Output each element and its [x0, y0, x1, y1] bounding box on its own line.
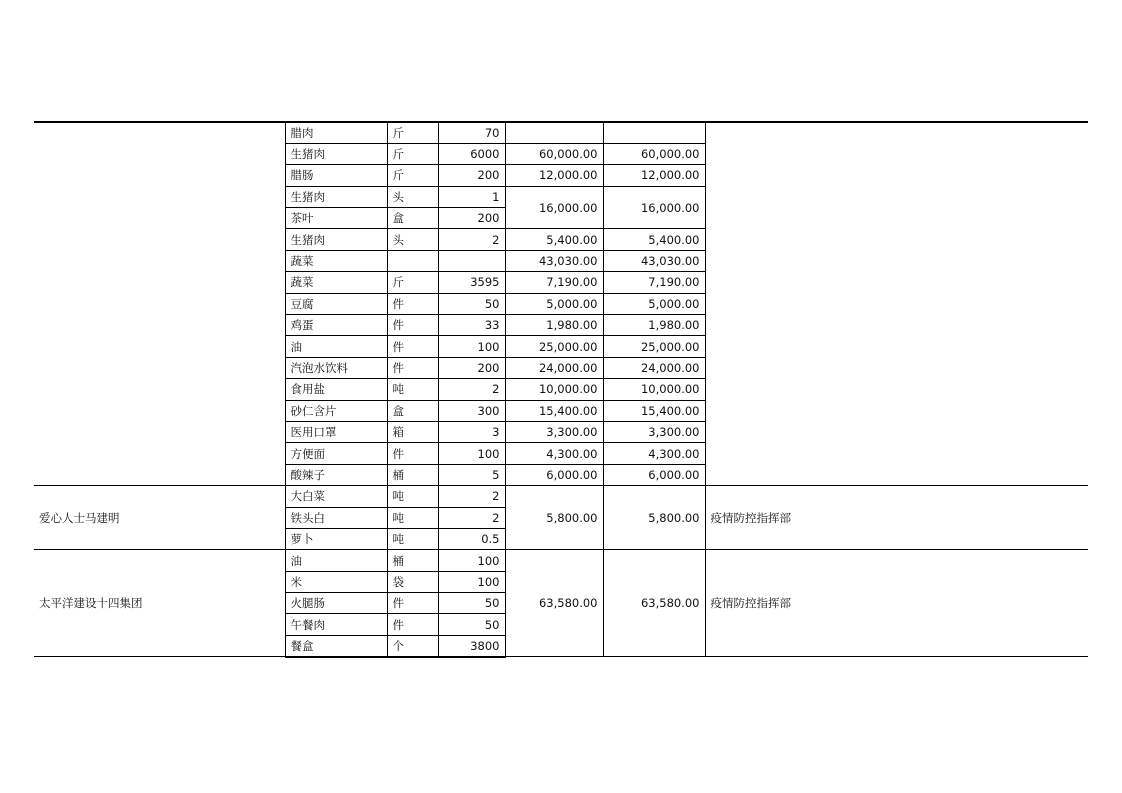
item-name-cell: 蔬菜 [285, 272, 387, 293]
quantity-cell: 5 [438, 464, 505, 485]
item-name-cell: 方便面 [285, 443, 387, 464]
item-name-cell: 食用盐 [285, 379, 387, 400]
spent-amount-cell: 63,580.00 [603, 550, 705, 657]
quantity-cell: 3595 [438, 272, 505, 293]
unit-cell: 袋 [387, 571, 438, 592]
item-name-cell: 餐盒 [285, 635, 387, 656]
unit-cell: 件 [387, 357, 438, 378]
unit-cell: 吨 [387, 528, 438, 549]
item-name-cell: 生猪肉 [285, 229, 387, 250]
spent-amount-cell: 6,000.00 [603, 464, 705, 485]
unit-cell: 件 [387, 614, 438, 635]
quantity-cell: 3800 [438, 635, 505, 656]
item-name-cell: 酸辣子 [285, 464, 387, 485]
quantity-cell: 33 [438, 315, 505, 336]
amount-cell: 25,000.00 [505, 336, 603, 357]
item-name-cell: 生猪肉 [285, 143, 387, 164]
amount-cell: 5,400.00 [505, 229, 603, 250]
spent-amount-cell: 1,980.00 [603, 315, 705, 336]
item-name-cell: 油 [285, 336, 387, 357]
spent-amount-cell: 3,300.00 [603, 421, 705, 442]
quantity-cell: 0.5 [438, 528, 505, 549]
quantity-cell: 100 [438, 550, 505, 571]
quantity-cell: 2 [438, 379, 505, 400]
unit-cell: 桶 [387, 550, 438, 571]
quantity-cell: 200 [438, 165, 505, 186]
item-name-cell: 油 [285, 550, 387, 571]
amount-cell: 12,000.00 [505, 165, 603, 186]
amount-cell: 7,190.00 [505, 272, 603, 293]
spent-amount-cell: 4,300.00 [603, 443, 705, 464]
amount-cell: 43,030.00 [505, 250, 603, 271]
unit-cell: 箱 [387, 421, 438, 442]
quantity-cell: 2 [438, 486, 505, 507]
amount-cell: 1,980.00 [505, 315, 603, 336]
item-name-cell: 豆腐 [285, 293, 387, 314]
item-name-cell: 米 [285, 571, 387, 592]
unit-cell: 桶 [387, 464, 438, 485]
quantity-cell [438, 250, 505, 271]
spent-amount-cell: 5,400.00 [603, 229, 705, 250]
unit-cell: 件 [387, 315, 438, 336]
item-name-cell: 萝卜 [285, 528, 387, 549]
unit-cell: 件 [387, 293, 438, 314]
amount-cell: 24,000.00 [505, 357, 603, 378]
unit-cell: 头 [387, 229, 438, 250]
item-name-cell: 生猪肉 [285, 186, 387, 207]
quantity-cell: 2 [438, 507, 505, 528]
destination-cell: 疫情防控指挥部 [705, 486, 1088, 550]
spent-amount-cell: 60,000.00 [603, 143, 705, 164]
unit-cell: 吨 [387, 486, 438, 507]
item-name-cell: 火腿肠 [285, 593, 387, 614]
quantity-cell: 300 [438, 400, 505, 421]
quantity-cell: 1 [438, 186, 505, 207]
spent-amount-cell: 25,000.00 [603, 336, 705, 357]
quantity-cell: 100 [438, 443, 505, 464]
donor-cell: 爱心人士马建明 [34, 486, 285, 550]
quantity-cell: 3 [438, 421, 505, 442]
quantity-cell: 2 [438, 229, 505, 250]
item-name-cell: 铁头白 [285, 507, 387, 528]
quantity-cell: 200 [438, 357, 505, 378]
table-row [34, 122, 1088, 143]
unit-cell: 件 [387, 336, 438, 357]
item-name-cell: 汽泡水饮料 [285, 357, 387, 378]
spent-amount-cell: 43,030.00 [603, 250, 705, 271]
destination-cell: 疫情防控指挥部 [705, 550, 1088, 657]
spent-amount-cell [603, 122, 705, 143]
item-name-cell: 午餐肉 [285, 614, 387, 635]
quantity-cell: 100 [438, 336, 505, 357]
quantity-cell: 100 [438, 571, 505, 592]
quantity-cell: 50 [438, 593, 505, 614]
amount-cell: 5,800.00 [505, 486, 603, 550]
unit-cell: 个 [387, 635, 438, 656]
item-name-cell: 腊肉 [285, 122, 387, 143]
table-row [34, 486, 1088, 507]
quantity-cell: 50 [438, 293, 505, 314]
unit-cell: 件 [387, 593, 438, 614]
amount-cell: 63,580.00 [505, 550, 603, 657]
amount-cell: 60,000.00 [505, 143, 603, 164]
item-name-cell: 蔬菜 [285, 250, 387, 271]
item-name-cell: 腊肠 [285, 165, 387, 186]
amount-cell: 16,000.00 [505, 186, 603, 229]
unit-cell: 斤 [387, 143, 438, 164]
spent-amount-cell: 5,800.00 [603, 486, 705, 550]
unit-cell: 头 [387, 186, 438, 207]
unit-cell: 斤 [387, 122, 438, 143]
donor-cell: 太平洋建设十四集团 [34, 550, 285, 657]
unit-cell: 斤 [387, 165, 438, 186]
unit-cell: 吨 [387, 507, 438, 528]
unit-cell: 件 [387, 443, 438, 464]
amount-cell: 4,300.00 [505, 443, 603, 464]
amount-cell: 3,300.00 [505, 421, 603, 442]
spent-amount-cell: 16,000.00 [603, 186, 705, 229]
amount-cell: 5,000.00 [505, 293, 603, 314]
table-row [34, 550, 1088, 571]
unit-cell [387, 250, 438, 271]
item-name-cell: 鸡蛋 [285, 315, 387, 336]
item-name-cell: 医用口罩 [285, 421, 387, 442]
spent-amount-cell: 5,000.00 [603, 293, 705, 314]
amount-cell: 10,000.00 [505, 379, 603, 400]
item-name-cell: 茶叶 [285, 208, 387, 229]
amount-cell: 15,400.00 [505, 400, 603, 421]
quantity-cell: 50 [438, 614, 505, 635]
spent-amount-cell: 10,000.00 [603, 379, 705, 400]
spent-amount-cell: 24,000.00 [603, 357, 705, 378]
donation-table [34, 121, 1088, 658]
quantity-cell: 70 [438, 122, 505, 143]
spent-amount-cell: 7,190.00 [603, 272, 705, 293]
item-name-cell: 砂仁含片 [285, 400, 387, 421]
item-name-cell: 大白菜 [285, 486, 387, 507]
amount-cell: 6,000.00 [505, 464, 603, 485]
unit-cell: 斤 [387, 272, 438, 293]
spent-amount-cell: 15,400.00 [603, 400, 705, 421]
unit-cell: 盒 [387, 208, 438, 229]
spent-amount-cell: 12,000.00 [603, 165, 705, 186]
amount-cell [505, 122, 603, 143]
unit-cell: 盒 [387, 400, 438, 421]
donation-table-body [34, 122, 1088, 657]
destination-cell [705, 122, 1088, 486]
quantity-cell: 200 [438, 208, 505, 229]
quantity-cell: 6000 [438, 143, 505, 164]
unit-cell: 吨 [387, 379, 438, 400]
donor-cell [34, 122, 285, 486]
